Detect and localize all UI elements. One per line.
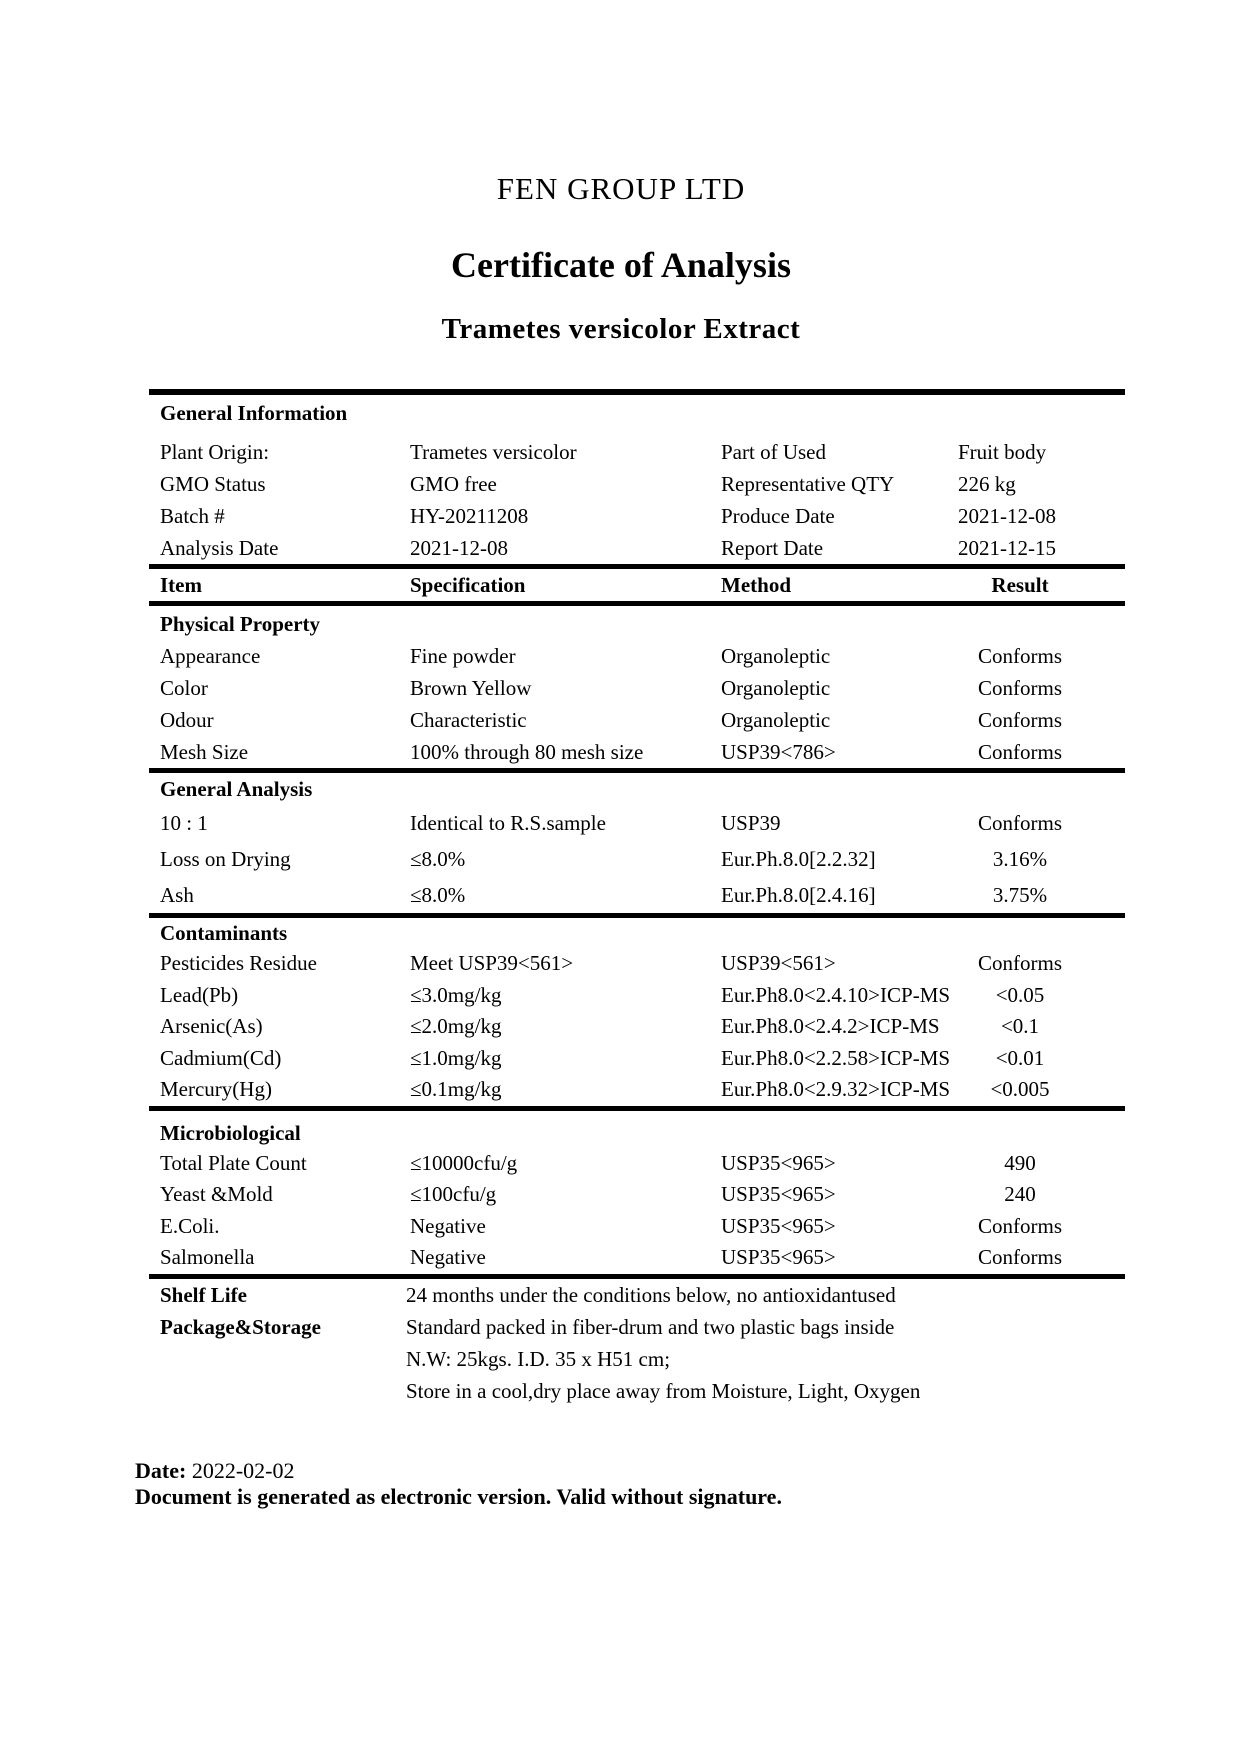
method-cell: Eur.Ph8.0<2.4.2>ICP-MS: [721, 1014, 940, 1038]
specification-cell: ≤8.0%: [410, 883, 466, 907]
table-row: [149, 640, 1125, 672]
document-title: Certificate of Analysis: [451, 245, 791, 285]
result-cell: Conforms: [978, 676, 1062, 700]
result-cell: Conforms: [978, 740, 1062, 764]
item-cell: Cadmium(Cd): [160, 1045, 282, 1070]
column-header-item: Item: [160, 573, 202, 597]
result-cell: Conforms: [978, 951, 1062, 975]
method-cell: USP35<965>: [721, 1150, 836, 1175]
section-general-information: [149, 389, 1125, 564]
table-row: [149, 1211, 1125, 1243]
info-label: Produce Date: [721, 504, 835, 528]
table-row: [149, 672, 1125, 704]
date-line: [135, 1458, 782, 1484]
storage-label: [160, 1343, 406, 1375]
storage-value: N.W: 25kgs. I.D. 35 x H51 cm;: [406, 1346, 671, 1371]
section-microbiological: [149, 1111, 1125, 1279]
storage-value: 24 months under the conditions below, no antioxidantused: [406, 1282, 896, 1307]
method-cell: USP35<965>: [721, 1182, 836, 1206]
microbiological-rows: [149, 1148, 1125, 1274]
specification-cell: Negative: [410, 1245, 486, 1269]
info-label: Plant Origin:: [160, 440, 270, 464]
table-row: [149, 980, 1125, 1012]
item-cell: Lead(Pb): [160, 982, 239, 1007]
method-cell: Eur.Ph8.0<2.2.58>ICP-MS: [721, 1045, 951, 1070]
table-row: [149, 1179, 1125, 1211]
method-cell: Organoleptic: [721, 644, 831, 668]
general-analysis-rows: [149, 805, 1125, 913]
storage-row: [149, 1343, 1125, 1375]
date-value: 2022-02-02: [191, 1458, 295, 1483]
info-value: Trametes versicolor: [410, 440, 577, 464]
specification-cell: ≤2.0mg/kg: [410, 1014, 502, 1038]
method-cell: Organoleptic: [721, 708, 831, 732]
contaminants-rows: [149, 948, 1125, 1106]
specification-cell: ≤8.0%: [410, 847, 466, 871]
result-cell: Conforms: [978, 811, 1062, 835]
electronic-note: Document is generated as electronic version. Valid without signature.: [135, 1484, 782, 1509]
table-row: [149, 1242, 1125, 1274]
result-cell: <0.01: [995, 1045, 1045, 1070]
table-row: [149, 1148, 1125, 1180]
table-row: [149, 1011, 1125, 1043]
table-header-row: [149, 564, 1125, 606]
item-cell: Yeast &Mold: [160, 1182, 273, 1206]
info-value: Fruit body: [958, 440, 1047, 464]
item-cell: Mesh Size: [160, 740, 249, 764]
method-cell: USP35<965>: [721, 1213, 836, 1238]
specification-cell: Fine powder: [410, 644, 516, 668]
item-cell: Pesticides Residue: [160, 951, 317, 975]
info-label: Analysis Date: [160, 536, 279, 560]
specification-cell: ≤1.0mg/kg: [410, 1045, 502, 1070]
general-info-row: [149, 500, 1125, 532]
result-cell: Conforms: [978, 1213, 1062, 1238]
specification-cell: ≤3.0mg/kg: [410, 982, 502, 1007]
table-row: [149, 805, 1125, 841]
section-title-microbiological: Microbiological: [160, 1120, 301, 1145]
specification-cell: ≤10000cfu/g: [410, 1150, 518, 1175]
storage-value: Store in a cool,dry place away from Moisture, Light, Oxygen: [406, 1378, 921, 1403]
column-header-specification: Specification: [410, 573, 526, 597]
storage-rows: [149, 1279, 1125, 1407]
section-general-analysis: [149, 773, 1125, 918]
info-label: Representative QTY: [721, 472, 895, 496]
table-row: [149, 877, 1125, 913]
section-physical-property: [149, 606, 1125, 773]
result-cell: 3.16%: [992, 847, 1048, 871]
item-cell: Total Plate Count: [160, 1150, 307, 1175]
storage-row: [149, 1279, 1125, 1311]
method-cell: Organoleptic: [721, 676, 831, 700]
item-cell: 10 : 1: [160, 811, 208, 835]
storage-value: Standard packed in fiber-drum and two plastic bags inside: [406, 1314, 895, 1339]
general-info-row: [149, 532, 1125, 564]
result-cell: <0.005: [990, 1077, 1050, 1101]
method-cell: Eur.Ph8.0<2.9.32>ICP-MS: [721, 1077, 951, 1101]
certificate-table: [149, 389, 1125, 1407]
item-cell: Salmonella: [160, 1245, 255, 1269]
section-title-physical-property: Physical Property: [160, 612, 321, 636]
method-cell: USP39: [721, 811, 781, 835]
method-cell: USP39<561>: [721, 951, 836, 975]
general-information-rows: [149, 436, 1125, 564]
result-cell: <0.1: [1000, 1014, 1040, 1038]
specification-cell: Brown Yellow: [410, 676, 532, 700]
storage-label: Shelf Life: [160, 1282, 247, 1307]
specification-cell: Meet USP39<561>: [410, 951, 574, 975]
column-header-method: Method: [721, 573, 791, 597]
storage-row: [149, 1311, 1125, 1343]
storage-label: Package&Storage: [160, 1314, 321, 1339]
specification-cell: Negative: [410, 1213, 486, 1238]
info-value: GMO free: [410, 472, 497, 496]
column-header-result: Result: [991, 573, 1049, 597]
method-cell: Eur.Ph8.0<2.4.10>ICP-MS: [721, 982, 951, 1007]
table-row: [149, 736, 1125, 768]
info-value: 2021-12-15: [958, 536, 1056, 560]
info-value: HY-20211208: [410, 504, 529, 528]
specification-cell: 100% through 80 mesh size: [410, 740, 644, 764]
result-cell: Conforms: [978, 708, 1062, 732]
item-cell: Loss on Drying: [160, 847, 291, 871]
info-value: 226 kg: [958, 472, 1016, 496]
method-cell: USP35<965>: [721, 1245, 836, 1269]
section-contaminants: [149, 918, 1125, 1111]
specification-cell: ≤0.1mg/kg: [410, 1077, 502, 1101]
info-label: GMO Status: [160, 472, 266, 496]
item-cell: Ash: [160, 883, 194, 907]
info-value: 2021-12-08: [410, 536, 508, 560]
result-cell: Conforms: [978, 644, 1062, 668]
specification-cell: Characteristic: [410, 708, 527, 732]
table-row: [149, 704, 1125, 736]
method-cell: Eur.Ph.8.0[2.4.16]: [721, 883, 876, 907]
info-value: 2021-12-08: [958, 504, 1056, 528]
table-row: [149, 841, 1125, 877]
method-cell: USP39<786>: [721, 740, 836, 764]
item-cell: E.Coli.: [160, 1213, 220, 1238]
section-title-general-analysis: General Analysis: [160, 777, 313, 801]
general-info-row: [149, 468, 1125, 500]
table-row: [149, 948, 1125, 980]
company-name: FEN GROUP LTD: [496, 171, 746, 206]
section-storage: [149, 1279, 1125, 1407]
info-label: Batch #: [160, 504, 225, 528]
result-cell: Conforms: [978, 1245, 1062, 1269]
result-cell: 240: [1004, 1182, 1036, 1206]
storage-row: [149, 1375, 1125, 1407]
table-row: [149, 1074, 1125, 1106]
specification-cell: ≤100cfu/g: [410, 1182, 497, 1206]
date-label: Date:: [135, 1458, 187, 1483]
result-cell: 490: [1004, 1150, 1036, 1175]
specification-cell: Identical to R.S.sample: [410, 811, 606, 835]
physical-property-rows: [149, 640, 1125, 768]
item-cell: Odour: [160, 708, 214, 732]
method-cell: Eur.Ph.8.0[2.2.32]: [721, 847, 876, 871]
item-cell: Appearance: [160, 644, 261, 668]
table-row: [149, 1043, 1125, 1075]
section-title-contaminants: Contaminants: [160, 921, 288, 945]
result-cell: <0.05: [995, 982, 1045, 1007]
info-label: Part of Used: [721, 440, 826, 464]
general-info-row: [149, 436, 1125, 468]
product-name: Trametes versicolor Extract: [441, 313, 801, 345]
result-cell: 3.75%: [992, 883, 1048, 907]
section-title-general-information: General Information: [160, 401, 348, 425]
storage-label: [160, 1375, 406, 1407]
item-cell: Arsenic(As): [160, 1014, 263, 1038]
footer: [135, 1458, 782, 1510]
item-cell: Mercury(Hg): [160, 1077, 272, 1101]
item-cell: Color: [160, 676, 208, 700]
info-label: Report Date: [721, 536, 824, 560]
